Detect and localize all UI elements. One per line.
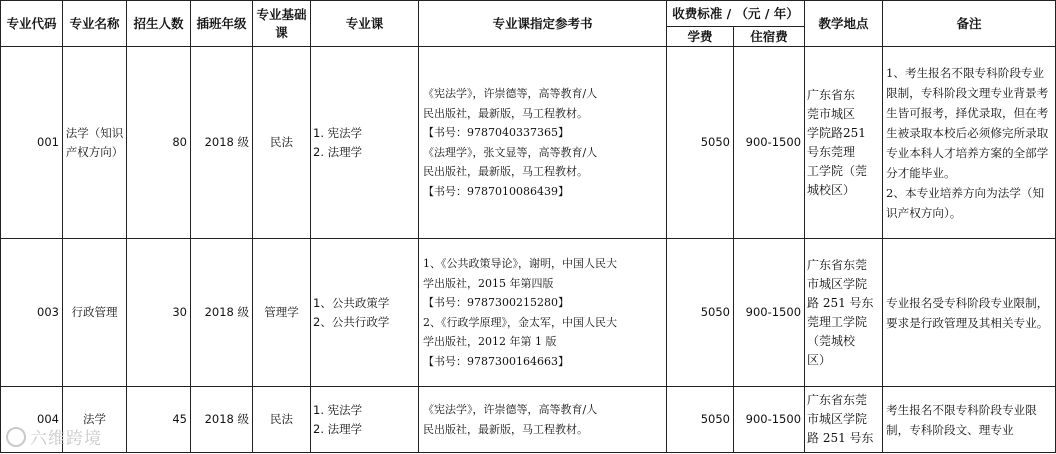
- place-line: 路 251 号东: [807, 431, 874, 445]
- cell-tuition: 5050: [667, 47, 734, 239]
- book-line: 《宪法学》，许崇德等，高等教育/人: [423, 403, 598, 416]
- cell-books: [419, 239, 667, 387]
- cell-books: [419, 387, 667, 453]
- place-line: 广东省东莞: [807, 393, 868, 407]
- cell-dorm: 900-1500: [734, 47, 805, 239]
- watermark-logo-icon: [6, 427, 26, 447]
- course-item: 2、公共行政学: [313, 314, 390, 329]
- place-line: 广东省东: [807, 87, 856, 102]
- place-line: 工学院（莞: [807, 163, 868, 178]
- place-line: 路 251 号东: [807, 295, 874, 310]
- course-item: 1. 宪法学: [313, 125, 363, 140]
- cell-name: 法学（知识产权方向）: [63, 47, 127, 239]
- cell-tuition: 5050: [667, 239, 734, 387]
- place-line: 市城区学院: [807, 412, 868, 426]
- cell-enroll: 45: [127, 387, 191, 453]
- cell-code: 003: [1, 239, 63, 387]
- course-item: 2. 法理学: [313, 421, 363, 436]
- cell-tuition: 5050: [667, 387, 734, 453]
- header-code: 专业代码: [1, 1, 63, 47]
- cell-basic: 管理学: [253, 239, 311, 387]
- cell-remark: 考生报名不限专科阶段专业限制，专科阶段文、理专业: [883, 387, 1056, 453]
- header-basic: 专业基础课: [253, 1, 311, 47]
- cell-remark: 1、考生报名不限专科阶段专业限制，专科阶段文理专业背景考生皆可报考，择优录取，但在考生被录取本校后必须修完所录取专业本科人才培养方案的全部学分才能毕业。 2、本专业培养方向为法学（知识产权方向）。: [883, 47, 1056, 239]
- cell-grade: 2018 级: [191, 47, 253, 239]
- place-line: 莞理工学院: [807, 314, 868, 329]
- course-item: 2. 法理学: [313, 144, 363, 159]
- book-line: 【书号：9787300164663】: [423, 354, 569, 368]
- book-line: 《宪法学》，许崇德等，高等教育/人: [423, 87, 598, 100]
- header-course: 专业课: [311, 1, 419, 47]
- cell-code: 001: [1, 47, 63, 239]
- place-line: （莞城校: [807, 333, 856, 348]
- cell-enroll: 30: [127, 239, 191, 387]
- book-line: 民出版社，最新版，马工程教材。: [423, 422, 588, 436]
- table-row: [1, 47, 1056, 239]
- cell-basic: 民法: [253, 387, 311, 453]
- cell-courses: [311, 239, 419, 387]
- cell-enroll: 80: [127, 47, 191, 239]
- watermark-text: 六维跨境: [30, 429, 102, 449]
- place-line: 学院路251: [807, 125, 866, 140]
- book-line: 《法理学》，张文显等，高等教育/人: [423, 145, 598, 159]
- place-line: 区）: [807, 352, 832, 367]
- cell-grade: 2018 级: [191, 387, 253, 453]
- book-line: 1、《公共政策导论》，谢明，中国人民大: [423, 257, 617, 270]
- book-line: 学出版社，2015 年第四版: [423, 276, 554, 290]
- watermark: [6, 424, 102, 449]
- header-remark: 备注: [883, 1, 1056, 47]
- place-line: 莞市城区: [807, 106, 856, 121]
- cell-books: [419, 47, 667, 239]
- header-enroll: 招生人数: [127, 1, 191, 47]
- cell-place: [805, 239, 883, 387]
- cell-dorm: 900-1500: [734, 387, 805, 453]
- cell-place: [805, 47, 883, 239]
- cell-dorm: 900-1500: [734, 239, 805, 387]
- place-line: 市城区学院: [807, 276, 868, 291]
- table-row: [1, 387, 1056, 453]
- cell-courses: [311, 387, 419, 453]
- cell-grade: 2018 级: [191, 239, 253, 387]
- book-line: 【书号：9787040337365】: [423, 126, 569, 139]
- header-name: 专业名称: [63, 1, 127, 47]
- cell-courses: [311, 47, 419, 239]
- course-item: 1、公共政策学: [313, 295, 390, 310]
- book-line: 民出版社，最新版，马工程教材。: [423, 165, 588, 178]
- cell-remark: 专业报名受专科阶段专业限制，要求是行政管理及其相关专业。: [883, 239, 1056, 387]
- cell-place: [805, 387, 883, 453]
- cell-name: 行政管理: [63, 239, 127, 387]
- book-line: 2、《行政学原理》，金太军，中国人民大: [423, 315, 617, 329]
- place-line: 城校区）: [807, 182, 856, 197]
- header-dorm: 住宿费: [734, 27, 805, 47]
- header-place: 教学地点: [805, 1, 883, 47]
- book-line: 【书号：9787010086439】: [423, 184, 569, 198]
- header-fee-group: 收费标准 / （元 / 年）: [667, 1, 805, 27]
- header-books: 专业课指定参考书: [419, 1, 667, 47]
- book-line: 学出版社，2012 年第 1 版: [423, 335, 557, 348]
- place-line: 广东省东莞: [807, 257, 868, 272]
- place-line: 号东莞理: [807, 144, 856, 159]
- header-row-1: [1, 1, 1056, 27]
- book-line: 【书号：9787300215280】: [423, 296, 569, 309]
- cell-code: 004: [1, 387, 63, 453]
- cell-basic: 民法: [253, 47, 311, 239]
- cell-name: 法学: [63, 387, 127, 453]
- course-item: 1. 宪法学: [313, 402, 363, 417]
- book-line: 民出版社，最新版，马工程教材。: [423, 106, 588, 120]
- header-grade: 插班年级: [191, 1, 253, 47]
- table-row: [1, 239, 1056, 387]
- header-tuition: 学费: [667, 27, 734, 47]
